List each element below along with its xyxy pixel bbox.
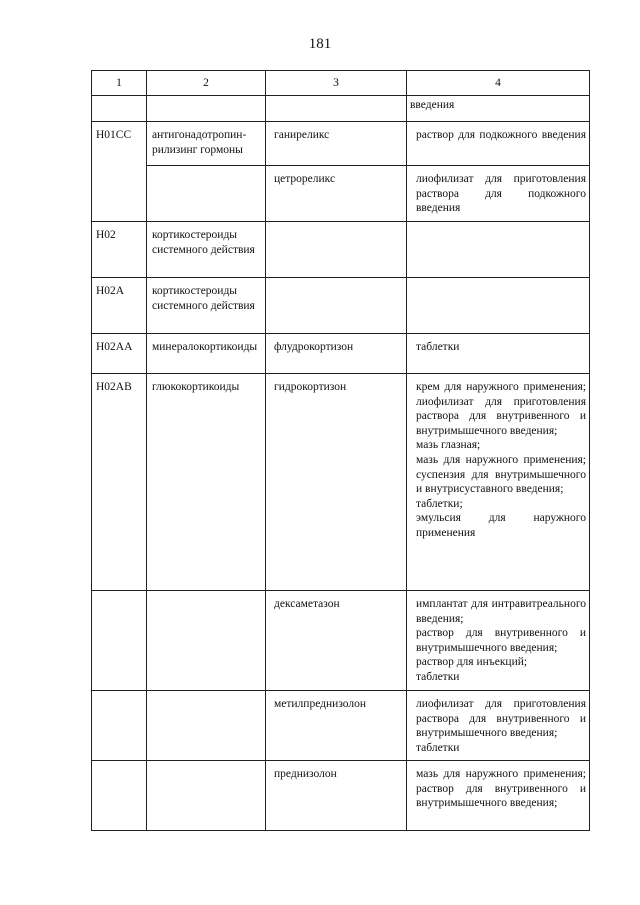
- dosage-form-item: лиофилизат для приготовления раствора для внутривенного и внутримышечного введения;: [416, 395, 586, 437]
- table-header-row: [92, 71, 590, 96]
- atc-code-cell: [92, 166, 147, 222]
- dosage-forms-cell: [407, 334, 590, 374]
- atc-code-cell: [92, 691, 147, 761]
- group-name-cell: [147, 96, 266, 122]
- atc-code-cell: [92, 591, 147, 691]
- drug-name-cell: цетрореликс: [266, 166, 407, 222]
- table-row: [92, 334, 590, 374]
- group-name-cell: [147, 761, 266, 831]
- page-number: 181: [308, 36, 332, 52]
- table-row: [92, 222, 590, 278]
- drug-name-cell: флудрокортизон: [266, 334, 407, 374]
- atc-code-cell: H01CC: [92, 122, 147, 166]
- dosage-form-item: мазь для наружного применения;: [416, 453, 586, 466]
- dosage-form-item: таблетки: [416, 670, 460, 683]
- table-row: [92, 691, 590, 761]
- atc-code-cell: H02A: [92, 278, 147, 334]
- dosage-forms-cell: [407, 122, 590, 166]
- dosage-form-item: лиофилизат для приготовления раствора для внутривенного и внутримышечного введения;: [416, 698, 586, 740]
- dosage-form-item: эмульсия для наружного применения: [416, 512, 586, 539]
- dosage-form-item: имплантат для интравитреального введения;: [416, 598, 586, 625]
- column-header: 1: [92, 71, 147, 96]
- dosage-forms-cell: [407, 222, 590, 278]
- dosage-form-item: суспензия для внутримышечного и внутрисуставного введения;: [416, 468, 586, 496]
- table-row: [92, 374, 590, 591]
- dosage-forms-cell: [407, 591, 590, 691]
- group-name-cell: антигонадотропин-рилизинг гормоны: [147, 122, 266, 166]
- column-header: 3: [266, 71, 407, 96]
- drug-name-cell: дексаметазон: [266, 591, 407, 691]
- dosage-forms-cell: [407, 166, 590, 222]
- atc-code-cell: [92, 761, 147, 831]
- dosage-forms-cell: [407, 761, 590, 831]
- table-row: [92, 96, 590, 122]
- dosage-form-item: крем для наружного применения;: [416, 381, 586, 393]
- atc-code-cell: H02AB: [92, 374, 147, 591]
- table-row: [92, 278, 590, 334]
- column-header: 2: [147, 71, 266, 96]
- dosage-forms-cell: [407, 374, 590, 591]
- dosage-forms-cell: [407, 691, 590, 761]
- dosage-form-item: таблетки;: [416, 497, 463, 510]
- dosage-forms-cell: [407, 96, 590, 122]
- drug-name-cell: [266, 222, 407, 278]
- drug-name-cell: [266, 96, 407, 122]
- group-name-cell: глюкокортикоиды: [147, 374, 266, 591]
- dosage-form-item: раствор для внутривенного и внутримышечного введения;: [416, 782, 586, 810]
- column-header: 4: [407, 71, 590, 96]
- drug-name-cell: преднизолон: [266, 761, 407, 831]
- dosage-form-item: раствор для инъекций;: [416, 656, 528, 669]
- drug-name-cell: [266, 278, 407, 334]
- table-row: [92, 122, 590, 166]
- dosage-form-item: лиофилизат для приготовления раствора для подкожного введения: [416, 173, 586, 215]
- atc-code-cell: H02AA: [92, 334, 147, 374]
- dosage-form-item: раствор для подкожного введения: [416, 129, 586, 141]
- drug-name-cell: метилпреднизолон: [266, 691, 407, 761]
- table-row: [92, 591, 590, 691]
- table-row: [92, 761, 590, 831]
- dosage-form-item: таблетки: [416, 341, 460, 353]
- dosage-form-item: раствор для внутривенного и внутримышечного введения;: [416, 627, 586, 654]
- group-name-cell: кортикостероиды системного действия: [147, 278, 266, 334]
- atc-code-cell: [92, 96, 147, 122]
- group-name-cell: [147, 166, 266, 222]
- group-name-cell: минералокортикоиды: [147, 334, 266, 374]
- group-name-cell: [147, 591, 266, 691]
- dosage-form-item: мазь глазная;: [416, 439, 481, 452]
- group-name-cell: кортикостероиды системного действия: [147, 222, 266, 278]
- drug-name-cell: ганиреликс: [266, 122, 407, 166]
- dosage-form-item: введения: [410, 99, 455, 111]
- dosage-forms-cell: [407, 278, 590, 334]
- drug-name-cell: гидрокортизон: [266, 374, 407, 591]
- dosage-form-item: мазь для наружного применения;: [416, 768, 586, 780]
- atc-code-cell: H02: [92, 222, 147, 278]
- dosage-form-item: таблетки: [416, 741, 460, 754]
- table-row: [92, 166, 590, 222]
- drug-table: [91, 70, 590, 831]
- group-name-cell: [147, 691, 266, 761]
